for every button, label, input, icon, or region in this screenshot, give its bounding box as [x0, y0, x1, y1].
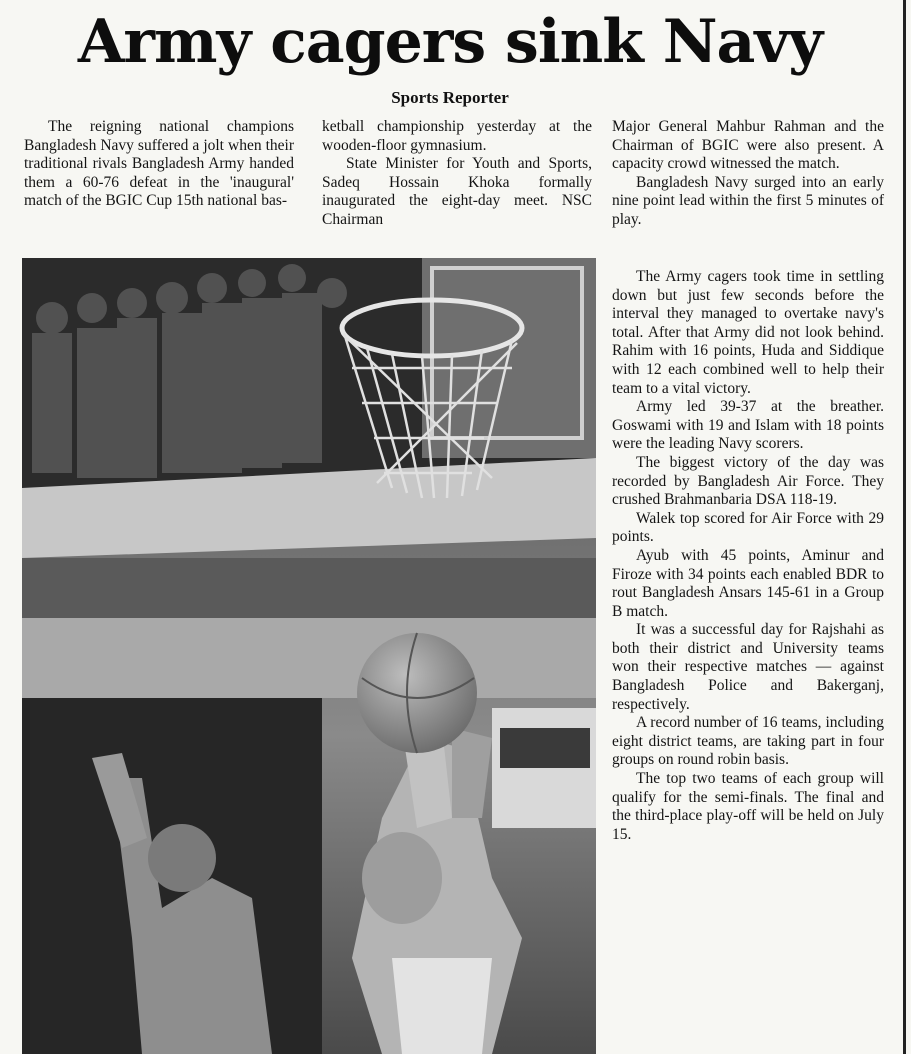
byline: Sports Reporter — [391, 88, 509, 107]
article-paragraph: A record number of 16 teams, including eight district teams, are taking part in four groups on round robin basis. — [612, 714, 884, 769]
article-paragraph: Ayub with 45 points, Aminur and Firoze with 34 points each enabled BDR to rout Bangladesh Ansars 145-61 in a Group B match. — [612, 546, 884, 620]
article-paragraph: Army led 39-37 at the breather. Goswami with 19 and Islam with 18 points were the leading Navy scorers. — [612, 398, 884, 453]
article-paragraph: The top two teams of each group will qualify for the semi-finals. The final and the third-place play-off will be held on July 15. — [612, 770, 884, 843]
article-paragraph: Bangladesh Navy surged into an early nine point lead within the first 5 minutes of play. — [612, 173, 884, 228]
article-paragraph: The biggest victory of the day was recorded by Bangladesh Air Force. They crushed Brahmanbaria DSA 118-19. — [612, 453, 884, 509]
basketball-photo — [22, 258, 596, 1054]
article-paragraph: The reigning national champions Bangladesh Navy suffered a jolt when their traditional rivals Bangladesh Army handed them a 60-76 defeat in the 'inaugural' match of the BGIC Cup 15th national bas- — [24, 118, 294, 210]
next-headline-fragment — [612, 1040, 892, 1054]
article-column-2 — [322, 118, 592, 230]
article-paragraph: Walek top scored for Air Force with 29 points. — [612, 509, 884, 546]
article-column-4 — [612, 268, 884, 844]
article-column-1 — [24, 118, 294, 211]
article-column-3 — [612, 118, 884, 230]
article-paragraph: State Minister for Youth and Sports, Sadeq Hossain Khoka formally inaugurated the eight-day meet. NSC Chairman — [322, 155, 592, 228]
article-paragraph: Major General Mahbur Rahman and the Chairman of BGIC were also present. A capacity crowd witnessed the match. — [612, 118, 884, 173]
article-paragraph: It was a successful day for Rajshahi as both their district and University teams won their respective matches — against Bangladesh Police and Bakerganj, respectively. — [612, 621, 884, 713]
article-paragraph: ketball championship yesterday at the wooden-floor gymnasium. — [322, 118, 592, 154]
photo-illustration — [22, 258, 596, 1054]
headline: Army cagers sink Navy — [77, 7, 823, 77]
column-rule — [903, 0, 906, 1054]
article-paragraph: The Army cagers took time in settling down but just few seconds before the interval they managed to overtake navy's total. After that Army did not look behind. Rahim with 16 points, Huda and Siddique with 12 each combined well to help their team to a vital victory. — [612, 268, 884, 397]
